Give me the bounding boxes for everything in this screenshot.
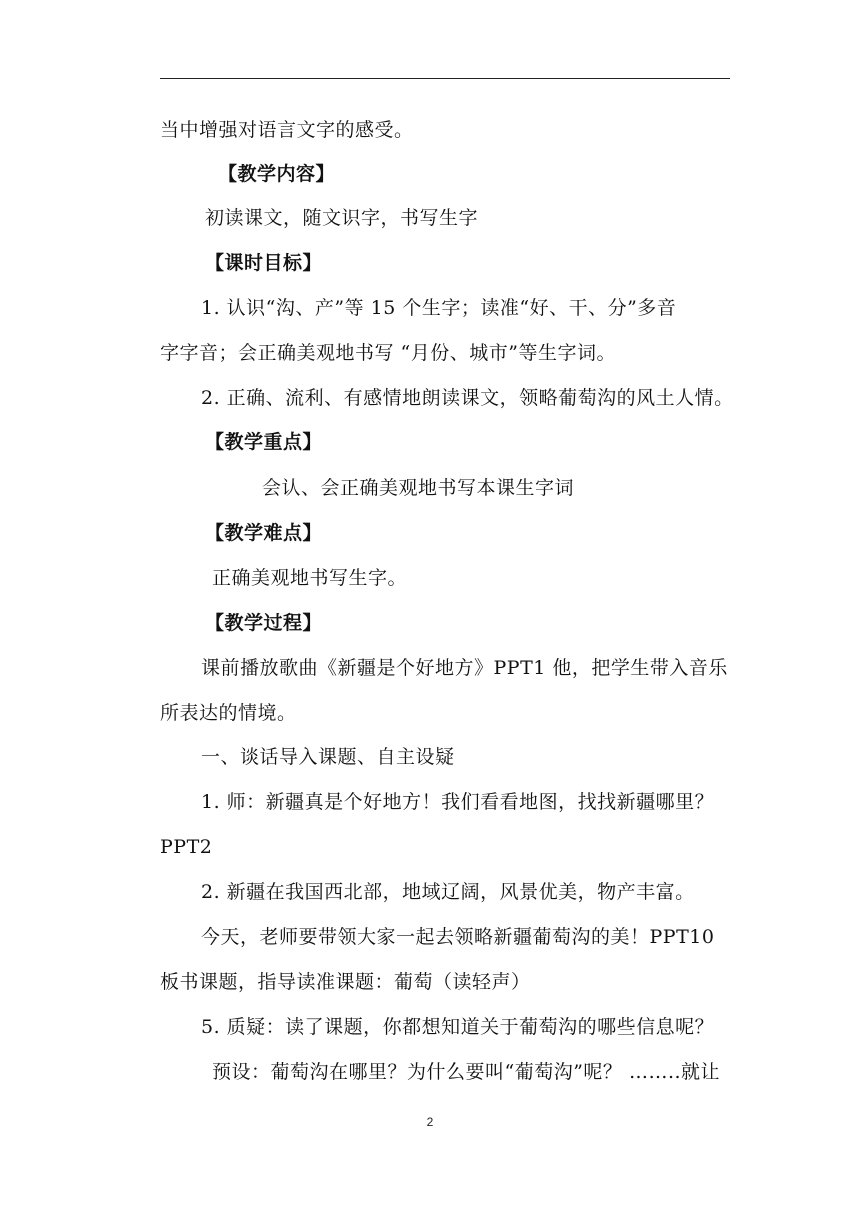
text-line: PPT2 <box>160 836 213 858</box>
text-line: 板书课题，指导读准课题：葡萄（读轻声） <box>160 971 531 993</box>
text-line: 2. 正确、流利、有感情地朗读课文，领略葡萄沟的风土人情。 <box>201 387 734 409</box>
text-line: 5. 质疑：读了课题，你都想知道关于葡萄沟的哪些信息呢？ <box>201 1016 715 1038</box>
text-line: 2. 新疆在我国西北部，地域辽阔，风景优美，物产丰富。 <box>201 881 695 903</box>
section-heading-lesson-goals: 【课时目标】 <box>205 252 323 274</box>
section-heading-difficulties: 【教学难点】 <box>205 522 323 544</box>
text-line: 1. 认识“沟、产”等 15 个生字；读准“好、干、分”多音 <box>201 297 677 319</box>
text-line: 初读课文，随文识字，书写生字 <box>205 207 479 229</box>
text-line: 字字音；会正确美观地书写 “月份、城市”等生字词。 <box>160 342 616 364</box>
section-heading-key-points: 【教学重点】 <box>205 431 323 453</box>
text-line: 会认、会正确美观地书写本课生字词 <box>262 477 575 499</box>
text-line: 正确美观地书写生字。 <box>212 567 408 589</box>
section-heading-teaching-process: 【教学过程】 <box>205 612 323 634</box>
text-line: 当中增强对语言文字的感受。 <box>160 119 414 141</box>
page-number: 2 <box>426 1115 434 1129</box>
header-rule <box>160 78 730 79</box>
text-line: 1. 师：新疆真是个好地方！我们看看地图，找找新疆哪里？ <box>201 791 715 813</box>
text-line: 一、谈话导入课题、自主设疑 <box>201 746 455 768</box>
text-line: 今天，老师要带领大家一起去领略新疆葡萄沟的美！PPT10 <box>201 926 715 948</box>
section-heading-teaching-content: 【教学内容】 <box>218 163 336 185</box>
text-line: 课前播放歌曲《新疆是个好地方》PPT1 他，把学生带入音乐 <box>201 657 728 679</box>
text-line: 预设：葡萄沟在哪里？为什么要叫“葡萄沟”呢？ ……..就让 <box>212 1061 721 1083</box>
text-line: 所表达的情境。 <box>160 702 297 724</box>
